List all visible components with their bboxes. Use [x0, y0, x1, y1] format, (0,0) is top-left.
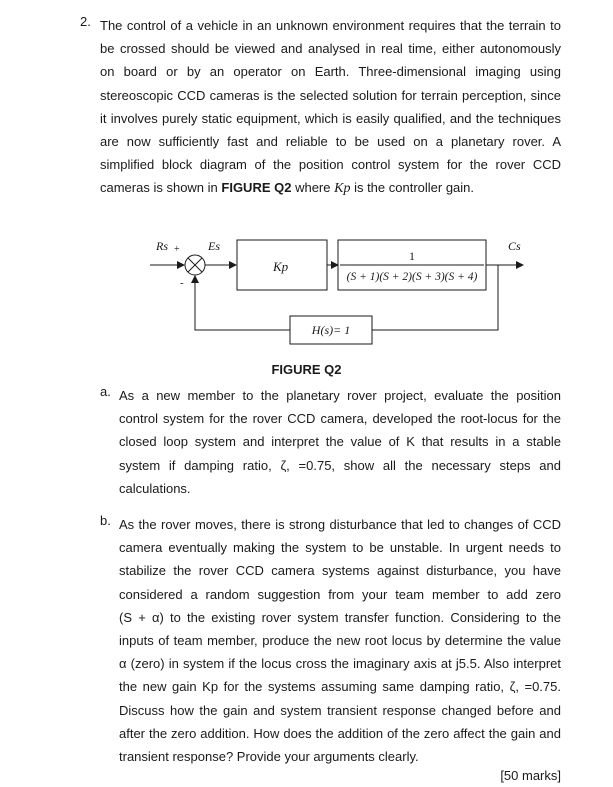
question-line: on board or by an operator on Earth. Three-dimensional imaging using	[100, 64, 561, 80]
part-a-text	[119, 384, 561, 500]
controller-label: Kp	[273, 259, 289, 274]
question-line: are now sufficiently fast and reliable to be used on a planetary rover. A	[100, 134, 561, 150]
gain-symbol: Kp	[334, 181, 351, 197]
part-b-line: camera eventually making the system to be unstable. In urgent needs to	[119, 540, 561, 556]
text-fragment: is the controller gain.	[350, 180, 475, 196]
part-b-line: stabilize the rover CCD camera systems against disturbance, you have	[119, 563, 561, 579]
part-b-line: (S + α) to the existing rover system transfer function. Considering to the	[119, 609, 561, 625]
part-b-line: α (zero) in system if the locus cross the imaginary axis at j5.5. Also interpret	[119, 656, 561, 672]
part-a-line: closed loop system and interpret the value of K that results in a stable	[119, 434, 561, 450]
part-b-last-line: transient response? Provide your arguments clearly.	[119, 749, 419, 765]
part-a-line: As a new member to the planetary rover project, evaluate the position	[119, 388, 561, 403]
feedback-label: H(s)= 1	[311, 323, 351, 337]
minus-sign: -	[180, 277, 184, 289]
question-line: simplified block diagram of the position control system for the rover CCD	[100, 157, 561, 173]
question-number: 2.	[80, 14, 91, 29]
part-b-line: As the rover moves, there is strong disturbance that led to changes of CCD	[119, 517, 561, 532]
part-b-text	[119, 513, 561, 768]
figure-reference: FIGURE Q2	[221, 180, 292, 196]
part-a-last-line: calculations.	[119, 480, 191, 496]
part-b-label: b.	[100, 513, 111, 528]
question-line: be crossed should be viewed and analysed in real time, either autonomously	[100, 41, 561, 57]
input-label: Rs	[156, 239, 168, 253]
feedback-path-left	[195, 276, 290, 330]
output-label: Cs	[508, 239, 521, 253]
question-line: it involves purely static equipment, which is easily qualified, and the techniques	[100, 110, 561, 126]
part-b-line: after the zero addition. How does the addition of the zero affect the gain and	[119, 725, 561, 741]
text-fragment: where	[291, 180, 335, 196]
part-a-line: system if damping ratio, ζ, =0.75, show all the necessary steps and	[119, 457, 561, 473]
plant-denominator: (S + 1)(S + 2)(S + 3)(S + 4)	[346, 271, 478, 283]
plant-numerator: 1	[409, 249, 415, 263]
part-b-line: inputs of team member, produce the new root locus by determine the value	[119, 633, 561, 649]
plus-sign: +	[174, 244, 180, 255]
part-a-line: control system for the rover CCD camera, developed the root-locus for the	[119, 411, 561, 427]
marks-allocation: [50 marks]	[500, 768, 561, 783]
part-b-line: considered a random suggestion from your team member to add zero	[119, 586, 561, 602]
part-b-line: Discuss how the gain and system transient response changed before and	[119, 702, 561, 718]
question-line: stereoscopic CCD cameras is the selected solution for terrain perception, since	[100, 87, 561, 103]
error-label: Es	[208, 239, 220, 253]
part-a-label: a.	[100, 384, 111, 399]
figure-caption: FIGURE Q2	[271, 362, 342, 377]
question-line: The control of a vehicle in an unknown environment requires that the terrain to	[100, 18, 561, 33]
part-b-line: the new gain Kp for the systems assuming same damping ratio, ζ, =0.75.	[119, 679, 561, 695]
text-fragment: cameras is shown in	[100, 180, 222, 196]
